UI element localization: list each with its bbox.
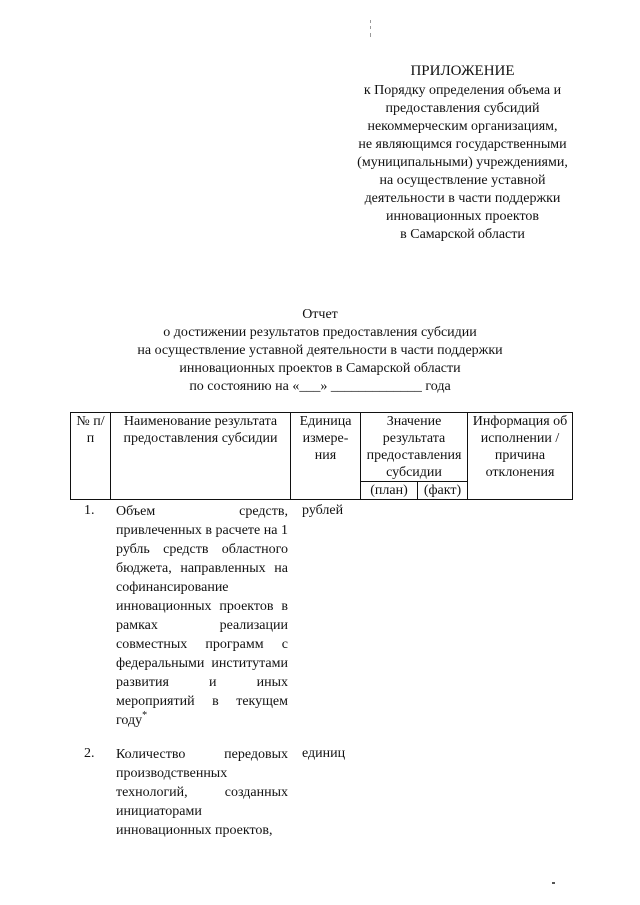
appendix-line: (муниципальными) учреждениями,: [357, 155, 568, 170]
header-result-name: Наименование результата предоставления субсидии: [111, 413, 291, 500]
appendix-line: к Порядку определения объема и: [363, 83, 562, 98]
appendix-block: [330, 62, 595, 244]
row-unit: рублей: [302, 503, 344, 518]
header-plan: (план): [361, 482, 418, 500]
header-unit: Единица измере-ния: [291, 413, 361, 500]
appendix-line: не являющимся государственными: [358, 137, 567, 152]
report-subtitle-line: о достижении результатов предоставления субсидии: [163, 325, 477, 340]
appendix-line: на осуществление уставной: [379, 173, 546, 188]
header-info: Информация об исполнении / причина отклонения: [468, 413, 573, 500]
header-number: № п/п: [71, 413, 111, 500]
row-result-name: Количество передовых производственных технологий, созданных инициаторами инновационных проектов,: [116, 747, 288, 838]
report-table: [70, 412, 573, 500]
appendix-line: в Самарской области: [400, 227, 525, 242]
row-result-name: Объем средств, привлеченных в расчете на 1 рубль средств областного бюджета, направленных на софинансирование инновационных проектов в рамках реализации совместных программ с федеральными институтами развития и иных мероприятий в текущем году*: [116, 504, 288, 728]
report-subtitle-line: на осуществление уставной деятельности в части поддержки: [137, 343, 503, 358]
row-number: 1.: [84, 503, 95, 518]
row-unit: единиц: [302, 746, 346, 761]
report-subtitle-line: инновационных проектов в Самарской области: [179, 361, 461, 376]
appendix-line: деятельности в части поддержки: [364, 191, 561, 206]
appendix-line: некоммерческим организациям,: [367, 119, 558, 134]
appendix-line: инновационных проектов: [385, 209, 540, 224]
row-number: 2.: [84, 746, 95, 761]
header-value: Значение результата предоставления субсидии: [361, 413, 468, 482]
scan-dot: [552, 882, 555, 884]
report-heading: [100, 306, 540, 396]
appendix-line: предоставления субсидий: [385, 101, 540, 116]
report-title: Отчет: [302, 307, 338, 322]
appendix-title: ПРИЛОЖЕНИЕ: [410, 63, 515, 79]
scan-mark: [368, 20, 374, 40]
report-date-line: по состоянию на «___» _____________ года: [189, 379, 451, 394]
header-fact: (факт): [418, 482, 468, 500]
footnote-mark: *: [142, 710, 148, 721]
